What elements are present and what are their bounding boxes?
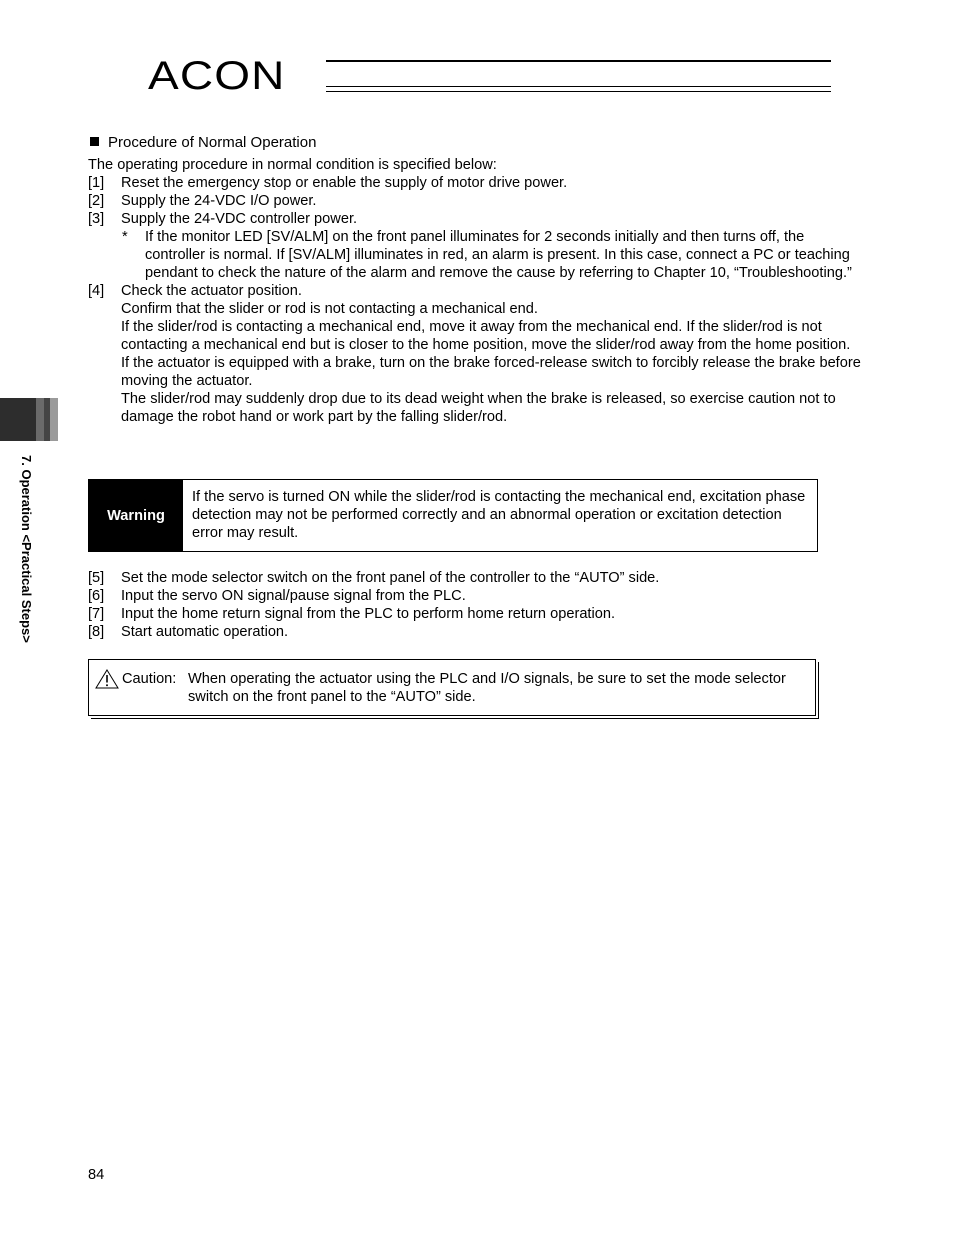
logo-text: ACON (148, 54, 286, 98)
caution-label: Caution: (122, 671, 177, 687)
step4-paragraph: Confirm that the slider or rod is not contacting a mechanical end. (121, 301, 538, 317)
chapter-tab (0, 398, 58, 441)
section-title: Procedure of Normal Operation (90, 134, 868, 152)
step-item: [2] Supply the 24-VDC I/O power. (88, 193, 317, 209)
step4-paragraph: If the slider/rod is contacting a mechanical end, move it away from the mechanical end. If the slider/rod is not contacting a mechanical end but is closer to the home position, move the slider/rod away from the home position. (121, 319, 851, 353)
page-number: 84 (88, 1167, 105, 1183)
warning-label: Warning (89, 480, 183, 551)
step-item: [3] Supply the 24-VDC controller power. (88, 211, 358, 227)
acon-logo (104, 50, 834, 96)
step4-paragraph: If the actuator is equipped with a brake, turn on the brake forced-release switch to forcibly release the brake before moving the actuator. (121, 355, 861, 389)
step-item: [5] Set the mode selector switch on the front panel of the controller to the “AUTO” side. (88, 570, 660, 586)
header-rule-top (326, 60, 831, 62)
step4-paragraph: The slider/rod may suddenly drop due to its dead weight when the brake is released, so exercise caution not to damage the robot hand or work part by the falling slider/rod. (121, 391, 836, 425)
led-note: * If the monitor LED [SV/ALM] on the front panel illuminates for 2 seconds initially and then turns off, the controller is normal. If [SV/ALM] illuminates in red, an alarm is present. In this case, connect a PC or teaching pendant to check the nature of the alarm and remove the cause by referring to Chapter 10, “Troubleshooting.” (122, 229, 852, 281)
caution-box (88, 659, 816, 716)
square-bullet-icon (90, 137, 99, 146)
caution-text: When operating the actuator using the PLC and I/O signals, be sure to set the mode selector switch on the front panel to the “AUTO” side. (188, 671, 786, 705)
steps-continued (88, 569, 868, 641)
warning-triangle-icon (95, 669, 119, 689)
step-item: [1] Reset the emergency stop or enable the supply of motor drive power. (88, 175, 568, 191)
step-item: [6] Input the servo ON signal/pause signal from the PLC. (88, 588, 466, 604)
warning-box (88, 479, 818, 552)
step-item: [8] Start automatic operation. (88, 624, 289, 640)
step-item: [4] Check the actuator position. (88, 283, 302, 299)
step-item: [7] Input the home return signal from the PLC to perform home return operation. (88, 606, 616, 622)
procedure-section (88, 134, 868, 426)
header-rule-bottom (326, 86, 831, 92)
chapter-label: 7. Operation <Practical Steps> (19, 455, 34, 643)
intro-text: The operating procedure in normal condition is specified below: (88, 157, 497, 173)
warning-text: If the servo is turned ON while the slider/rod is contacting the mechanical end, excitation phase detection may not be performed correctly and an abnormal operation or excitation detection error may result. (192, 489, 806, 541)
